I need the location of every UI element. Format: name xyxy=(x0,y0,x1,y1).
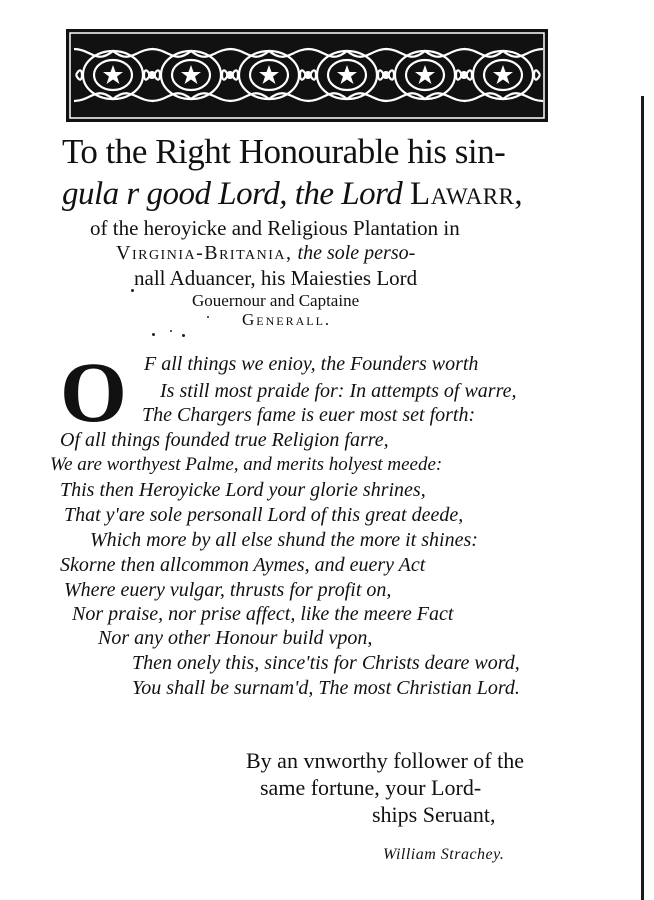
ink-speck xyxy=(131,289,134,292)
heading-line-3: of the heroyicke and Religious Plantation in xyxy=(90,216,460,240)
ink-speck xyxy=(152,333,155,336)
poem-line-10: Where euery vulgar, thrusts for profit on, xyxy=(64,579,392,601)
heading-line-6: Gouernour and Captaine xyxy=(192,291,360,310)
poem-line-2: Is still most praide for: In attempts of warre, xyxy=(160,380,517,402)
heading-line-4 xyxy=(116,242,415,265)
poem-line-12: Nor any other Honour build vpon, xyxy=(98,627,373,649)
ink-speck xyxy=(182,334,185,337)
drop-cap: O xyxy=(60,344,127,440)
author-signature: William Strachey. xyxy=(383,846,505,863)
poem-line-11: Nor praise, nor prise affect, like the meere Fact xyxy=(72,603,454,625)
poem-line-13: Then onely this, since'tis for Christs deare word, xyxy=(132,652,520,674)
poem-line-4: Of all things founded true Religion farre, xyxy=(60,429,389,451)
heading-virginia: Virginia-Britania, xyxy=(116,242,293,264)
poem-line-14: You shall be surnam'd, The most Christian Lord. xyxy=(132,677,520,699)
heading-lawarr: Lawarr, xyxy=(410,176,524,212)
closing-line-3: ships Seruant, xyxy=(372,802,496,827)
ornamental-border-icon xyxy=(66,29,548,122)
heading-line-1: To the Right Honourable his sin- xyxy=(62,132,506,171)
closing-line-1: By an vnworthy follower of the xyxy=(246,748,524,773)
heading-line-2-text: gula r good Lord, the Lord xyxy=(62,176,411,212)
heading-line-5: nall Aduancer, his Maiesties Lord xyxy=(134,266,418,290)
poem-line-8: Which more by all else shund the more it shines: xyxy=(90,529,478,551)
poem-line-6: This then Heroyicke Lord your glorie shrines, xyxy=(60,479,426,501)
poem-line-9: Skorne then allcommon Aymes, and euery Act xyxy=(60,554,426,576)
poem-line-5: We are worthyest Palme, and merits holyest meede: xyxy=(50,454,443,475)
ink-speck xyxy=(207,316,209,318)
poem-line-3: The Chargers fame is euer most set forth: xyxy=(142,404,476,426)
closing-line-2: same fortune, your Lord- xyxy=(260,775,482,800)
heading-line-7: Generall. xyxy=(242,310,332,329)
page-edge-shadow xyxy=(641,96,644,900)
heading-line-2 xyxy=(62,176,523,213)
heading-line-4-text: the sole perso- xyxy=(292,242,416,264)
ink-speck xyxy=(170,330,172,332)
poem-line-7: That y'are sole personall Lord of this great deede, xyxy=(64,504,464,526)
poem-line-1: F all things we enioy, the Founders worth xyxy=(144,353,479,375)
